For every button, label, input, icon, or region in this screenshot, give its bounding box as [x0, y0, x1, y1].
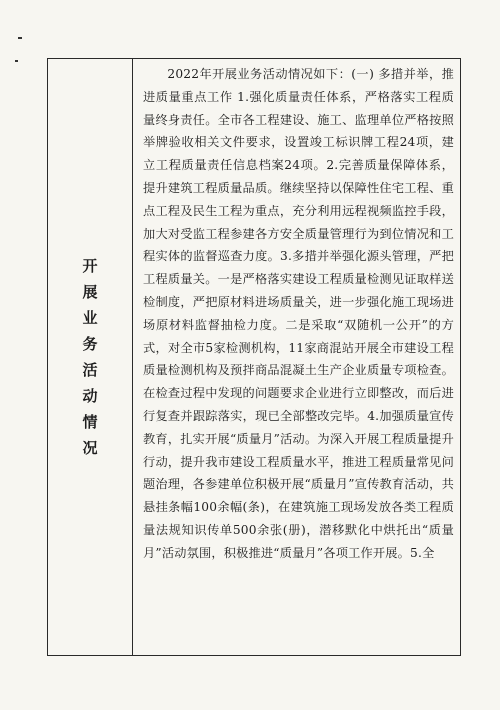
row-label-char: 开: [82, 257, 98, 275]
row-label-char: 情: [82, 413, 98, 431]
row-label: [82, 257, 97, 457]
row-label-char: 展: [82, 283, 98, 301]
activity-content: 2022年开展业务活动情况如下：(一) 多措并举，推进质量重点工作 1.强化质量责任体系，严格落实工程质量终身责任。全市各工程建设、施工、监理单位严格按照举牌验收相关文件要求，设置竣工标识牌工程24项，建立工程质量责任信息档案24项。2.完善质量保障体系，提升建筑工程质量品质。继续坚持以保障性住宅工程、重点工程及民生工程为重点，充分利用远程视频监控手段，加大对受监工程参建各方安全质量管理行为到位情况和工程实体的监督巡查力度。3.多措并举强化源头管理，严把工程质量关。一是严格落实建设工程质量检测见证取样送检制度，严把原材料进场质量关，进一步强化施工现场进场原材料监督抽检力度。二是采取“双随机一公开”的方式，对全市5家检测机构，11家商混站开展全市建设工程质量检测机构及预拌商品混凝土生产企业质量专项检查。在检查过程中发现的问题要求企业进行立即整改，而后进行复查并跟踪落实，现已全部整改完毕。4.加强质量宣传教育，扎实开展“质量月”活动。为深入开展工程质量提升行动，提升我市建设工程质量水平，推进工程质量常见问题治理，各参建单位积极开展“质量月”宣传教育活动，共悬挂条幅100余幅(条)，在建筑施工现场发放各类工程质量法规知识传单500余张(册)，潜移默化中烘托出“质量月”活动氛围，积极推进“质量月”各项工作开展。5.全: [143, 67, 454, 560]
scan-mark: [18, 37, 22, 39]
row-label-cell: [48, 59, 133, 655]
row-label-char: 业: [82, 309, 98, 327]
row-label-char: 活: [82, 361, 98, 379]
row-label-char: 务: [82, 335, 98, 353]
scan-mark: [15, 60, 18, 62]
row-label-char: 动: [82, 387, 98, 405]
row-label-char: 况: [82, 439, 98, 457]
activity-form-table: [47, 58, 461, 656]
